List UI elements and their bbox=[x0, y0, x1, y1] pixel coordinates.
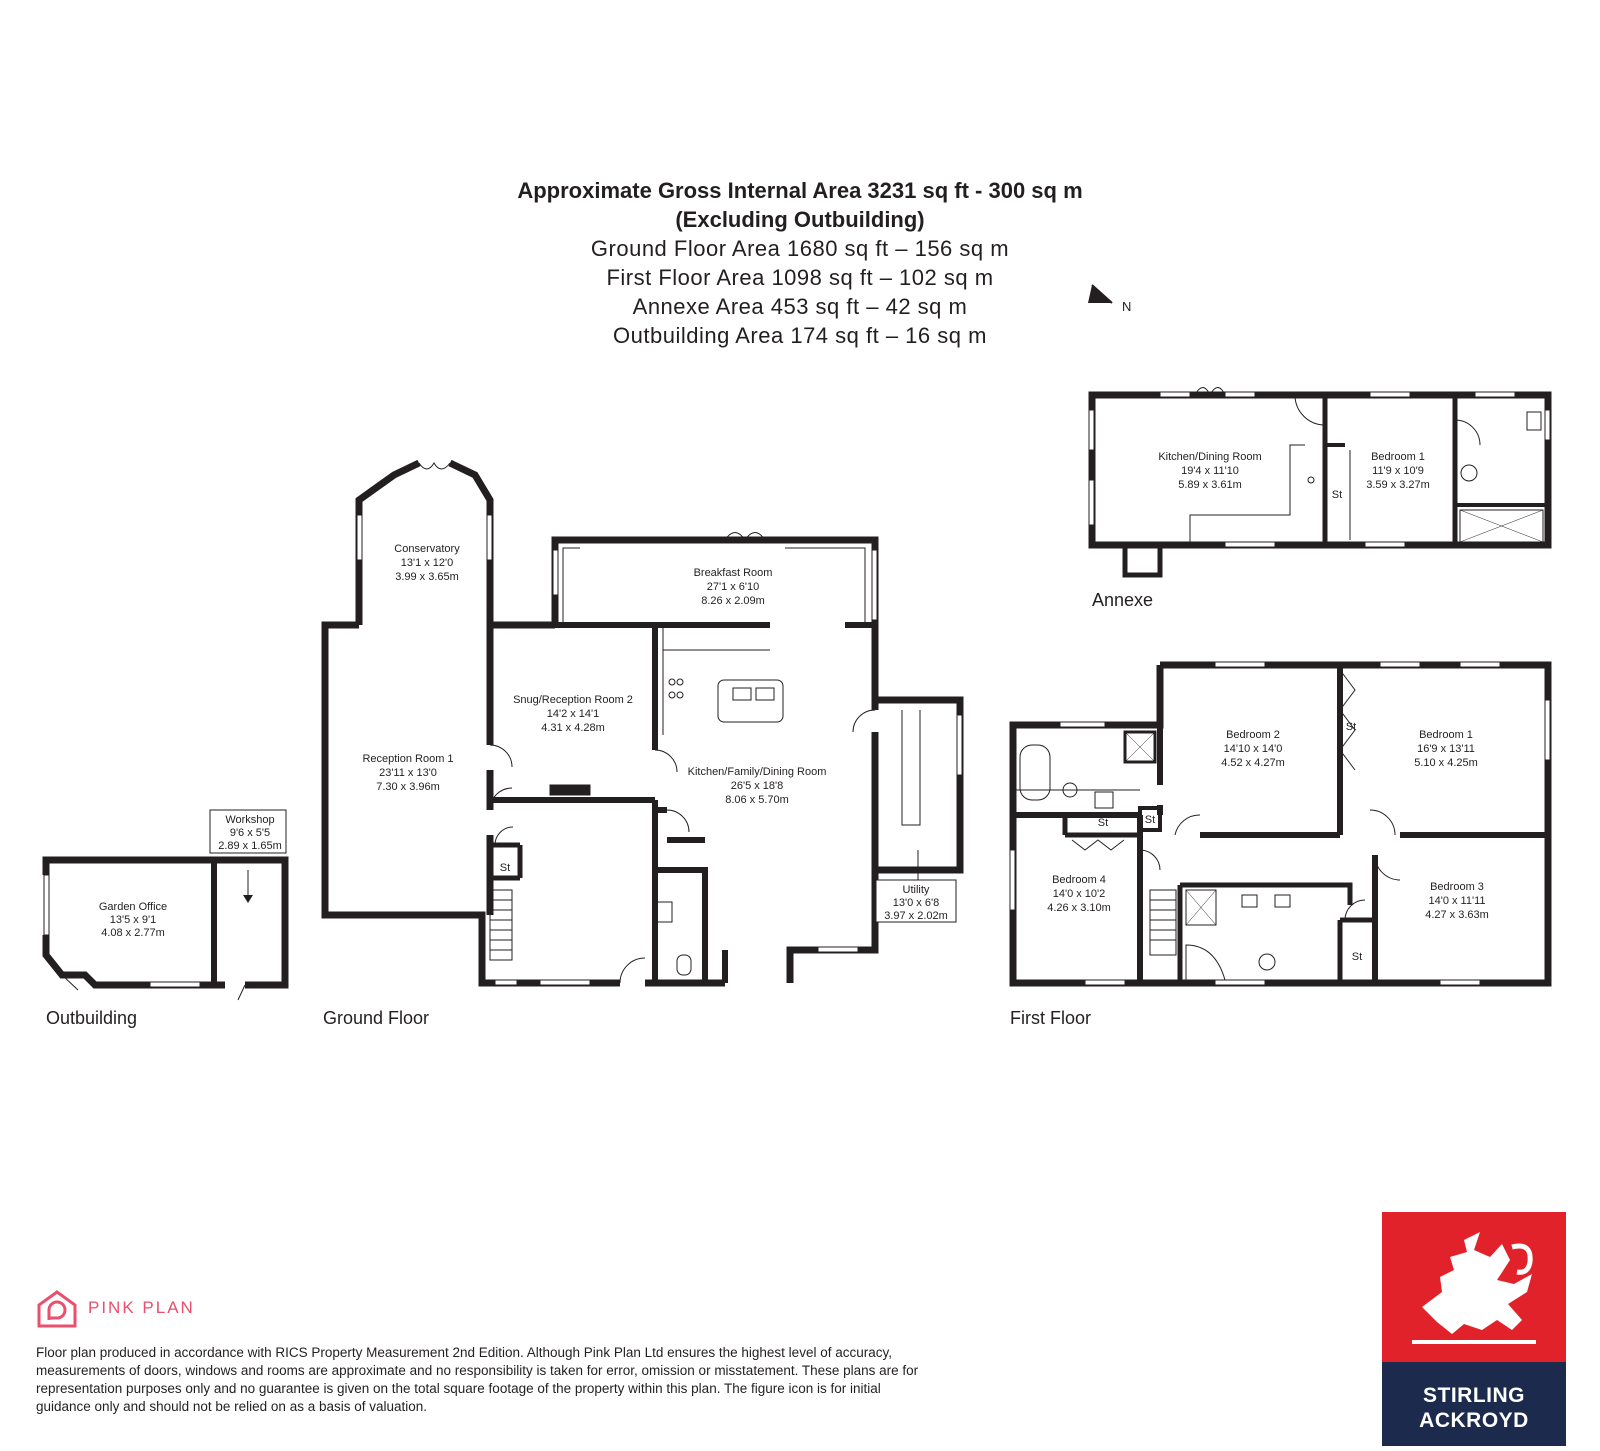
disclaimer: Floor plan produced in accordance with RICS Property Measurement 2nd Edition. Although Pink Plan Ltd ensures the highest level of accuracy, measurements of doors, windows and rooms are approximate and no responsibility is taken for error, omission or misstatement. These plans are for representation purposes only and no guarantee is given on the total square footage of the property within this plan. The figure icon is for initial guidance only and should not be relied on as a basis of valuation. bbox=[36, 1345, 919, 1414]
ff-store-label-3: St bbox=[1144, 814, 1156, 826]
outbuilding-area: Outbuilding Area 174 sq ft – 16 sq m bbox=[613, 323, 987, 348]
kitchen-name: Kitchen/Family/Dining Room bbox=[687, 766, 827, 778]
ff-bedroom-2-imperial: 14'10 x 14'0 bbox=[1223, 743, 1283, 755]
workshop-metric: 2.89 x 1.65m bbox=[218, 840, 282, 852]
stirling-ackroyd-logo bbox=[1382, 1212, 1566, 1446]
griffin-badge bbox=[1382, 1212, 1566, 1362]
annexe-bedroom-imperial: 11'9 x 10'9 bbox=[1372, 465, 1424, 477]
first-floor-area: First Floor Area 1098 sq ft – 102 sq m bbox=[606, 265, 994, 290]
utility-name: Utility bbox=[902, 884, 930, 896]
first-floor-label: First Floor bbox=[1010, 1008, 1091, 1028]
conservatory-name: Conservatory bbox=[394, 543, 460, 555]
workshop-imperial: 9'6 x 5'5 bbox=[229, 827, 271, 839]
breakfast-metric: 8.26 x 2.09m bbox=[701, 595, 765, 607]
ff-bedroom-3-metric: 4.27 x 3.63m bbox=[1425, 909, 1489, 921]
ff-bedroom-1-name: Bedroom 1 bbox=[1419, 729, 1473, 741]
area-subtitle: (Excluding Outbuilding) bbox=[675, 207, 925, 232]
utility-imperial: 13'0 x 6'8 bbox=[892, 897, 940, 909]
annexe-kitchen-metric: 5.89 x 3.61m bbox=[1178, 479, 1242, 491]
ground-floor-label: Ground Floor bbox=[323, 1008, 430, 1028]
garden-office-metric: 4.08 x 2.77m bbox=[101, 927, 165, 939]
annexe-kitchen-imperial: 19'4 x 11'10 bbox=[1181, 465, 1239, 477]
annexe-plan bbox=[1089, 388, 1550, 576]
annexe-area: Annexe Area 453 sq ft – 42 sq m bbox=[632, 294, 968, 319]
ff-bedroom-1-metric: 5.10 x 4.25m bbox=[1414, 757, 1478, 769]
conservatory-imperial: 13'1 x 12'0 bbox=[400, 557, 454, 569]
annexe-bedroom-metric: 3.59 x 3.27m bbox=[1366, 479, 1430, 491]
first-floor-plan bbox=[1010, 662, 1550, 985]
ff-bedroom-2-metric: 4.52 x 4.27m bbox=[1221, 757, 1285, 769]
ground-floor-plan bbox=[325, 463, 962, 985]
reception-1-metric: 7.30 x 3.96m bbox=[376, 781, 440, 793]
ff-bedroom-4-name: Bedroom 4 bbox=[1052, 874, 1106, 886]
annexe-kitchen-name: Kitchen/Dining Room bbox=[1158, 451, 1262, 463]
reception-1-imperial: 23'11 x 13'0 bbox=[379, 767, 437, 779]
outbuilding-label: Outbuilding bbox=[46, 1008, 138, 1028]
compass-icon bbox=[1088, 285, 1131, 314]
breakfast-name: Breakfast Room bbox=[693, 567, 773, 579]
utility-metric: 3.97 x 2.02m bbox=[884, 910, 948, 922]
house-icon bbox=[36, 1288, 78, 1328]
workshop-name: Workshop bbox=[225, 814, 275, 826]
snug-name: Snug/Reception Room 2 bbox=[513, 694, 633, 706]
kitchen-imperial: 26'5 x 18'8 bbox=[730, 780, 784, 792]
compass-label: N bbox=[1122, 299, 1132, 314]
ff-store-label-4: St bbox=[1351, 951, 1363, 963]
griffin-icon bbox=[1382, 1212, 1566, 1362]
ff-store-label-2: St bbox=[1097, 817, 1109, 829]
ff-bedroom-1-imperial: 16'9 x 13'11 bbox=[1417, 743, 1475, 755]
garden-office-imperial: 13'5 x 9'1 bbox=[109, 914, 157, 926]
conservatory-metric: 3.99 x 3.65m bbox=[395, 571, 459, 583]
annexe-store-label: St bbox=[1331, 489, 1343, 501]
ff-store-label-1: St bbox=[1345, 721, 1357, 733]
annexe-label: Annexe bbox=[1092, 590, 1154, 610]
ff-bedroom-4-imperial: 14'0 x 10'2 bbox=[1052, 888, 1106, 900]
agent-name-line2: ACKROYD bbox=[1419, 1409, 1529, 1432]
snug-imperial: 14'2 x 14'1 bbox=[546, 708, 600, 720]
pink-plan-logo bbox=[36, 1288, 195, 1328]
ff-bedroom-3-name: Bedroom 3 bbox=[1430, 881, 1484, 893]
kitchen-metric: 8.06 x 5.70m bbox=[725, 794, 789, 806]
ground-floor-area: Ground Floor Area 1680 sq ft – 156 sq m bbox=[590, 236, 1010, 261]
ff-bedroom-3-imperial: 14'0 x 11'11 bbox=[1428, 895, 1486, 907]
garden-office-name: Garden Office bbox=[98, 901, 168, 913]
ff-bedroom-4-metric: 4.26 x 3.10m bbox=[1047, 902, 1111, 914]
reception-1-name: Reception Room 1 bbox=[362, 753, 454, 765]
agent-name-line1: STIRLING bbox=[1423, 1384, 1525, 1407]
ground-store-label: St bbox=[499, 862, 511, 874]
snug-metric: 4.31 x 4.28m bbox=[541, 722, 605, 734]
area-title: Approximate Gross Internal Area 3231 sq ft - 300 sq m bbox=[517, 178, 1083, 203]
pink-plan-brand: PINK PLAN bbox=[88, 1298, 195, 1317]
breakfast-imperial: 27'1 x 6'10 bbox=[706, 581, 760, 593]
annexe-bedroom-name: Bedroom 1 bbox=[1371, 451, 1425, 463]
ff-bedroom-2-name: Bedroom 2 bbox=[1226, 729, 1280, 741]
